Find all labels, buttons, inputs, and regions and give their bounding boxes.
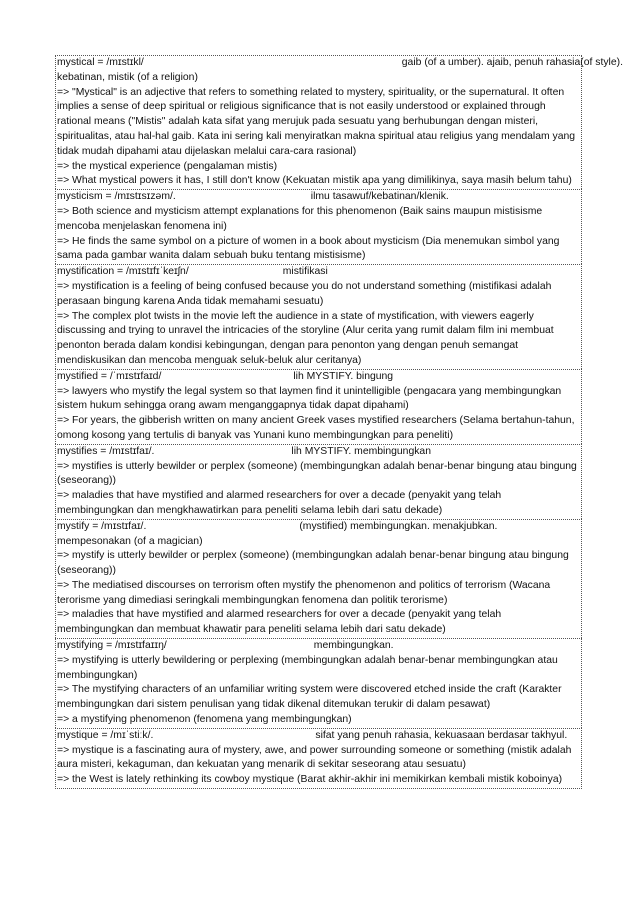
dictionary-entry <box>55 638 582 728</box>
entry-line: => Both science and mysticism attempt explanations for this phenomenon (Baik sains maupun mistisisme mencoba menjelaskan fenomena ini) <box>57 205 543 232</box>
dictionary-entry <box>55 55 623 189</box>
dictionary-entry <box>55 728 582 789</box>
entry-header <box>57 639 580 654</box>
entry-header <box>57 370 580 385</box>
entry-headword: mystifies = /mɪstɪfaɪ/. <box>57 445 155 457</box>
entry-header <box>57 445 580 460</box>
entry-translation: mistifikasi <box>282 266 328 278</box>
entry-line: => What mystical powers it has, I still don't know (Kekuatan mistik apa yang dimilikinya, saya masih belum tahu) <box>57 175 572 187</box>
entry-line: => The mystifying characters of an unfamiliar writing system were discovered etched inside the craft (Karakter membingungkan dari sistem penulisan yang tidak dikenal ditemukan terukir di dalam pesawat) <box>57 684 562 711</box>
entry-headword: mystify = /mɪstɪfaɪ/. <box>57 520 147 532</box>
entry-header <box>57 729 580 744</box>
entry-translation: lih MYSTIFY. bingung <box>293 370 394 382</box>
entry-line: => maladies that have mystified and alarmed researchers for over a decade (penyakit yang telah membingungkan dan mengkhawatirkan para peneliti selama lebih dari satu dekade) <box>57 490 502 516</box>
entry-line: => a mystifying phenomenon (fenomena yang membingungkan) <box>57 714 352 726</box>
entry-translation: sifat yang penuh rahasia, kekuasaan berdasar takhyul. <box>315 729 568 741</box>
entry-line: => For years, the gibberish written on many ancient Greek vases mystified researchers (Selama bertahun-tahun, omong kosong yang tertulis di banyak vas Yunani kuno membingungkan para peneliti) <box>57 415 575 441</box>
dictionary-entry <box>55 264 582 369</box>
entry-line: => the West is lately rethinking its cowboy mystique (Barat akhir-akhir ini memikirkan kembali mistik koboinya) <box>57 774 563 786</box>
entry-translation: membingungkan. <box>313 640 394 652</box>
dictionary-entry <box>55 519 582 638</box>
entry-headword: mystified = /ˈmɪstɪfaɪd/ <box>57 370 162 382</box>
entry-line: => The mediatised discourses on terrorism often mystify the phenomenon and politics of terrorism (Wacana terorisme yang dimediasi seringkali membingungkan fenomena dan politik terorisme) <box>57 579 551 606</box>
entry-header <box>57 520 580 535</box>
entry-line: => mystifies is utterly bewilder or perplex (someone) (membingungkan adalah benar-benar bingung atau bingung (seseorang)) <box>57 460 577 487</box>
entry-headword: mystification = /mɪstɪfɪˈkeɪʃn/ <box>57 266 189 278</box>
entry-line: => mystification is a feeling of being confused because you do not understand something (mistifikasi adalah perasaan bingung karena Anda tidak memahami sesuatu) <box>57 280 552 307</box>
entry-translation: lih MYSTIFY. membingungkan <box>291 445 431 457</box>
entry-header <box>57 265 580 280</box>
entry-line: => The complex plot twists in the movie left the audience in a state of mystification, with viewers eagerly discussing and trying to unravel the intricacies of the storyline (Alur cerita yang rumit dalam film ini membuat penonton berada dalam kondisi kebingungan, dengan para penonton yang dengan penuh semangat mendiskusikan dan mencoba menguak seluk-beluk alur ceritanya) <box>57 310 554 366</box>
entry-headword: mysticism = /mɪstɪsɪzəm/. <box>57 191 176 203</box>
entry-line: => maladies that have mystified and alarmed researchers for over a decade (penyakit yang telah membingungkan dan membuat khawatir para peneliti selama lebih dari satu dekade) <box>57 609 502 636</box>
entry-translation: ilmu tasawuf/kebatinan/klenik. <box>310 191 449 203</box>
entry-line: mempesonakan (of a magician) <box>57 535 203 547</box>
entry-translation: (mystified) membingungkan. menakjubkan. <box>299 520 498 532</box>
entry-header <box>57 190 580 205</box>
entry-translation: gaib (of a umber). ajaib, penuh rahasia(of style). <box>401 57 623 68</box>
entry-line: => He finds the same symbol on a picture of women in a book about mysticism (Dia menemukan simbol yang sama pada gambar wanita dalam sebuah buku tentang mistisisme) <box>57 235 560 262</box>
entry-line: => mystifying is utterly bewildering or perplexing (membingungkan adalah benar-benar membingungkan atau membingungkan) <box>57 654 558 681</box>
entry-headword: mystifying = /mɪstɪfaɪɪŋ/ <box>57 640 167 652</box>
entry-line: => lawyers who mystify the legal system so that laymen find it unintelligible (pengacara yang membingungkan sistem hukum sehingga orang awam menganggapnya tidak dapat dipahami) <box>57 385 562 412</box>
entry-line: => the mystical experience (pengalaman mistis) <box>57 160 278 172</box>
dictionary-entry <box>55 189 582 264</box>
entry-header <box>57 56 623 71</box>
entry-headword: mystical = /mɪstɪkl/ <box>57 57 144 68</box>
dictionary-entry <box>55 369 582 444</box>
dictionary-entry <box>55 444 582 519</box>
dictionary-document <box>55 55 623 789</box>
entry-line: => mystify is utterly bewilder or perplex (someone) (membingungkan adalah benar-benar bingung atau bingung (seseorang)) <box>57 550 569 577</box>
entry-line: => mystique is a fascinating aura of mystery, awe, and power surrounding someone or something (mistik adalah aura misteri, kekaguman, dan kekuatan yang menarik di sekitar seseorang atau sesuatu) <box>57 744 572 771</box>
entry-headword: mystique = /mɪˈstiːk/. <box>57 729 154 741</box>
entry-line: kebatinan, mistik (of a religion) <box>57 71 198 83</box>
entry-line: => "Mystical" is an adjective that refers to something related to mystery, spirituality, or the supernatural. It often implies a sense of deep spiritual or religious significance that is not easily understood or explained through rational means ("Mistis" adalah kata sifat yang merujuk pada sesuatu yang berhubungan dengan misteri, spiritualitas, atau hal-hal gaib. Kata ini sering kali menyiratkan makna spiritual atau religius yang mendalam yang tidak mudah dipahami atau dijelaskan melalui cara-cara rasional) <box>57 86 576 157</box>
